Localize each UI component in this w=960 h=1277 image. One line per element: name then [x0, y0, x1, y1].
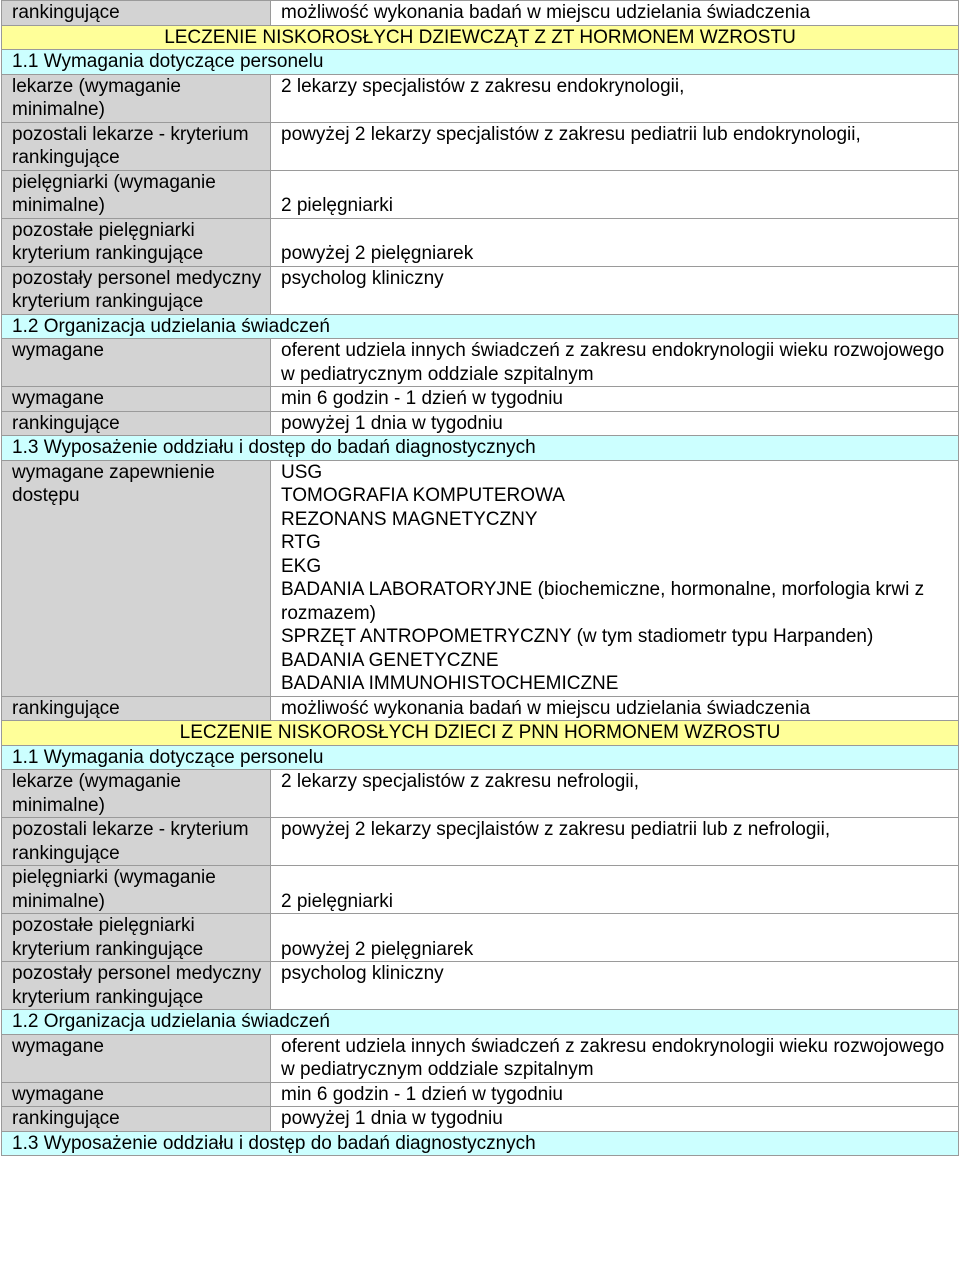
row-label: lekarze (wymaganie minimalne): [2, 770, 271, 818]
row-label: wymagane: [2, 1082, 271, 1107]
row-label: pozostałe pielęgniarki kryterium rankingujące: [2, 218, 271, 266]
list-item: EKG: [281, 555, 322, 577]
section-header: 1.2 Organizacja udzielania świadczeń: [2, 314, 959, 339]
row-value: min 6 godzin - 1 dzień w tygodniu: [271, 1082, 959, 1107]
requirements-table: [1, 0, 959, 1156]
row-label: wymagane: [2, 339, 271, 387]
row-label: pielęgniarki (wymaganie minimalne): [2, 170, 271, 218]
row-value: psycholog kliniczny: [271, 962, 959, 1010]
row-value: psycholog kliniczny: [271, 266, 959, 314]
row-value: min 6 godzin - 1 dzień w tygodniu: [271, 387, 959, 412]
row-value: oferent udziela innych świadczeń z zakresu endokrynologii wieku rozwojowego w pediatrycznym oddziale szpitalnym: [271, 339, 959, 387]
list-item: SPRZĘT ANTROPOMETRYCZNY (w tym stadiometr typu Harpanden): [281, 626, 874, 647]
section-header-row: [2, 436, 959, 461]
row-value: powyżej 2 pielęgniarek: [271, 914, 959, 962]
table-row: [2, 266, 959, 314]
list-item: BADANIA LABORATORYJNE (biochemiczne, hormonalne, morfologia krwi z rozmazem): [281, 579, 925, 624]
row-value: 2 pielęgniarki: [271, 170, 959, 218]
section-header: 1.3 Wyposażenie oddziału i dostęp do badań diagnostycznych: [2, 1131, 959, 1156]
row-value: 2 lekarzy specjalistów z zakresu endokrynologii,: [271, 74, 959, 122]
list-item: TOMOGRAFIA KOMPUTEROWA: [281, 485, 565, 506]
row-label: pozostały personel medyczny kryterium rankingujące: [2, 266, 271, 314]
row-label: wymagane: [2, 387, 271, 412]
table-row: [2, 411, 959, 436]
row-label: rankingujące: [2, 696, 271, 721]
block-title: LECZENIE NISKOROSŁYCH DZIECI Z PNN HORMONEM WZROSTU: [2, 721, 959, 746]
row-value: powyżej 2 pielęgniarek: [271, 218, 959, 266]
table-row: [2, 818, 959, 866]
table-row: [2, 914, 959, 962]
table-row: [2, 74, 959, 122]
table-row: [2, 218, 959, 266]
table-row: [2, 460, 959, 696]
section-header-row: [2, 1131, 959, 1156]
row-label: pozostali lekarze - kryterium rankingujące: [2, 818, 271, 866]
row-value: możliwość wykonania badań w miejscu udzielania świadczenia: [271, 1, 959, 26]
row-label: wymagane zapewnienie dostępu: [2, 460, 271, 696]
row-label: pielęgniarki (wymaganie minimalne): [2, 866, 271, 914]
row-value: 2 lekarzy specjalistów z zakresu nefrologii,: [271, 770, 959, 818]
row-value: powyżej 2 lekarzy specjalistów z zakresu pediatrii lub endokrynologii,: [271, 122, 959, 170]
table-row: [2, 1107, 959, 1132]
section-header: 1.1 Wymagania dotyczące personelu: [2, 50, 959, 75]
row-value: powyżej 1 dnia w tygodniu: [271, 411, 959, 436]
row-label: lekarze (wymaganie minimalne): [2, 74, 271, 122]
section-header: 1.1 Wymagania dotyczące personelu: [2, 745, 959, 770]
table-row: [2, 770, 959, 818]
row-value: powyżej 1 dnia w tygodniu: [271, 1107, 959, 1132]
table-row: [2, 696, 959, 721]
row-value: oferent udziela innych świadczeń z zakresu endokrynologii wieku rozwojowego w pediatrycznym oddziale szpitalnym: [271, 1034, 959, 1082]
table-row: [2, 387, 959, 412]
row-label: rankingujące: [2, 1107, 271, 1132]
row-label: pozostałe pielęgniarki kryterium rankingujące: [2, 914, 271, 962]
section-header: 1.2 Organizacja udzielania świadczeń: [2, 1010, 959, 1035]
row-label: rankingujące: [2, 411, 271, 436]
equipment-list: [271, 460, 959, 696]
row-value: możliwość wykonania badań w miejscu udzielania świadczenia: [271, 696, 959, 721]
table-row: [2, 170, 959, 218]
block-title-row: [2, 721, 959, 746]
row-label: wymagane: [2, 1034, 271, 1082]
list-item: REZONANS MAGNETYCZNY: [281, 508, 538, 530]
table-row: [2, 122, 959, 170]
list-item: BADANIA IMMUNOHISTOCHEMICZNE: [281, 673, 619, 694]
section-header-row: [2, 314, 959, 339]
section-header-row: [2, 50, 959, 75]
row-value: powyżej 2 lekarzy specjlaistów z zakresu pediatrii lub z nefrologii,: [271, 818, 959, 866]
table-row: [2, 1082, 959, 1107]
section-header-row: [2, 1010, 959, 1035]
table-row: [2, 866, 959, 914]
section-header: 1.3 Wyposażenie oddziału i dostęp do badań diagnostycznych: [2, 436, 959, 461]
row-value: 2 pielęgniarki: [271, 866, 959, 914]
table-row: [2, 962, 959, 1010]
block-title: LECZENIE NISKOROSŁYCH DZIEWCZĄT Z ZT HORMONEM WZROSTU: [2, 25, 959, 50]
row-label: rankingujące: [2, 1, 271, 26]
row-label: pozostali lekarze - kryterium rankingujące: [2, 122, 271, 170]
section-header-row: [2, 745, 959, 770]
table-row: [2, 339, 959, 387]
row-label: pozostały personel medyczny kryterium rankingujące: [2, 962, 271, 1010]
list-item: RTG: [281, 532, 321, 553]
block-title-row: [2, 25, 959, 50]
table-row: [2, 1034, 959, 1082]
list-item: BADANIA GENETYCZNE: [281, 649, 499, 671]
table-row: [2, 1, 959, 26]
list-item: USG: [281, 461, 323, 483]
